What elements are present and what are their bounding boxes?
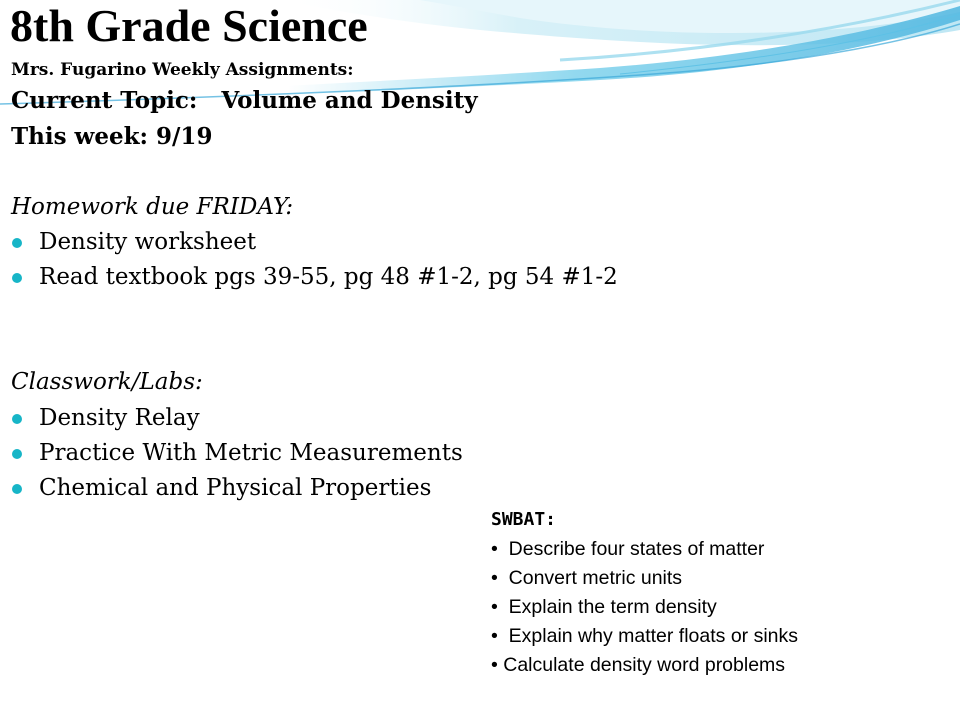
list-item: • Convert metric units	[491, 567, 683, 589]
classwork-list	[11, 401, 463, 506]
list-item: Practice With Metric Measurements	[11, 436, 463, 471]
list-item: Read textbook pgs 39-55, pg 48 #1-2, pg 54 #1-2	[11, 260, 618, 295]
list-item: • Describe four states of matter	[491, 538, 765, 560]
list-item: • Explain the term density	[491, 596, 717, 618]
classwork-heading: Classwork/Labs:	[11, 369, 203, 395]
list-item: Chemical and Physical Properties	[11, 471, 463, 506]
bullet-dot-icon	[12, 484, 22, 494]
bullet-dot-icon	[12, 414, 22, 424]
homework-heading: Homework due FRIDAY:	[11, 194, 294, 220]
slide-title: 8th Grade Science	[10, 0, 368, 51]
list-item: • Explain why matter floats or sinks	[491, 625, 799, 647]
list-item: • Calculate density word problems	[491, 654, 786, 676]
current-topic: Current Topic: Volume and Density	[11, 87, 478, 114]
homework-list	[11, 225, 618, 295]
bullet-dot-icon	[12, 238, 22, 248]
slide-subtitle: Mrs. Fugarino Weekly Assignments:	[11, 60, 354, 80]
list-item: Density worksheet	[11, 225, 618, 260]
swbat-box	[491, 507, 798, 680]
swbat-list	[491, 535, 798, 680]
bullet-dot-icon	[12, 449, 22, 459]
bullet-dot-icon	[12, 273, 22, 283]
week-label: This week: 9/19	[11, 123, 213, 150]
swbat-title: SWBAT:	[491, 509, 557, 530]
list-item: Density Relay	[11, 401, 463, 436]
